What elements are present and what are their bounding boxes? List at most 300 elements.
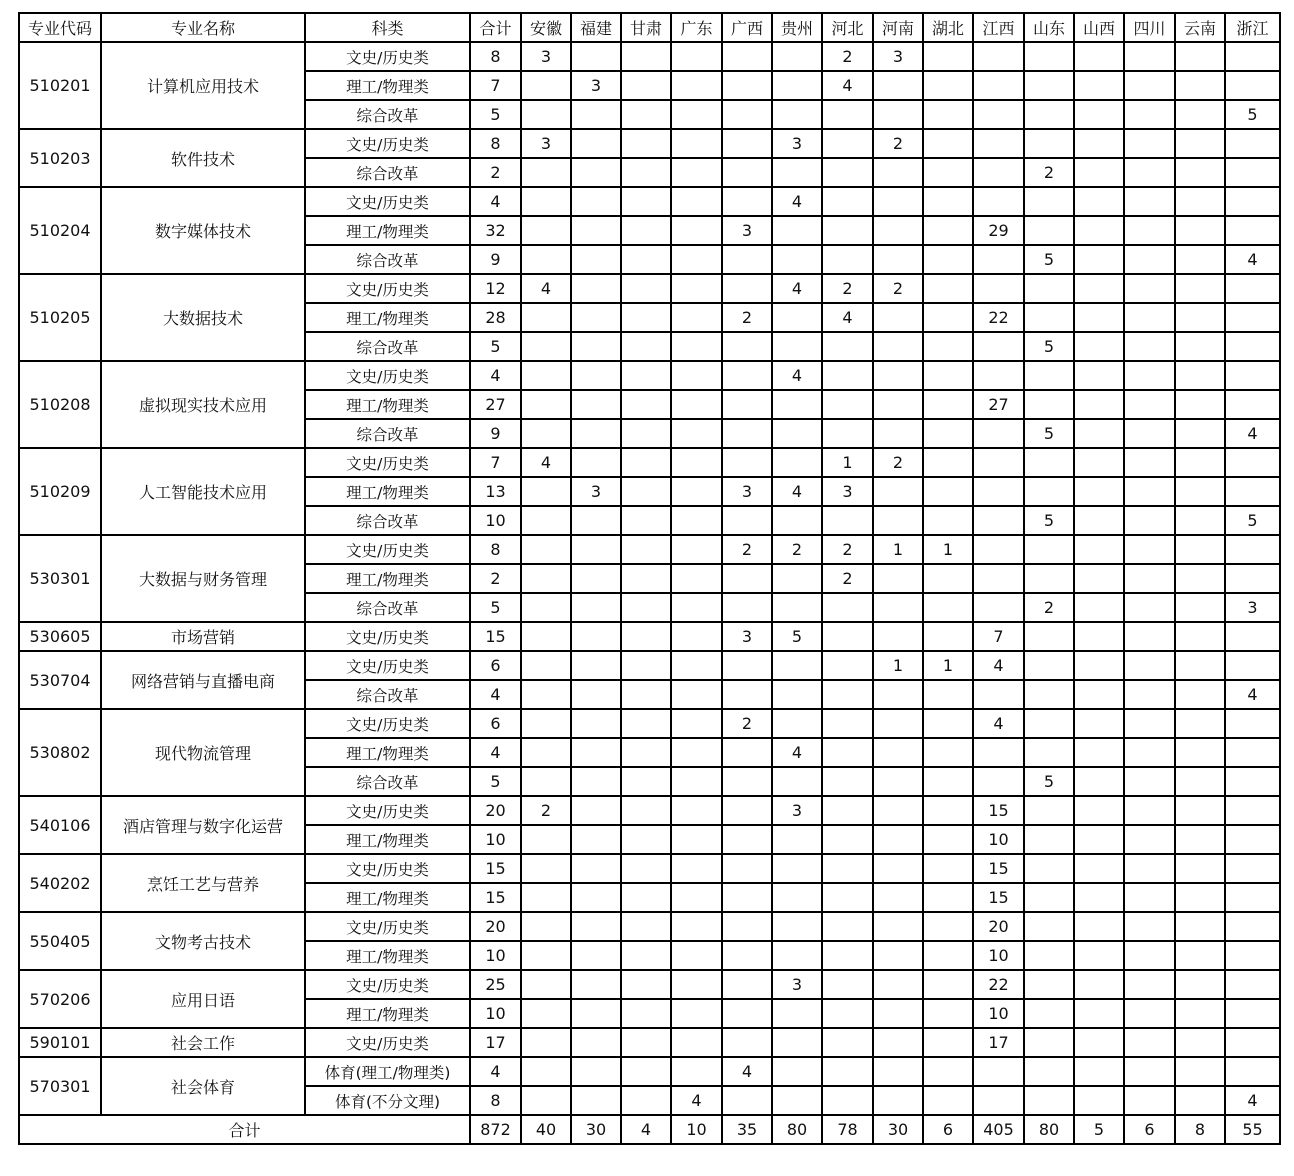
province-quota-cell [1175,100,1225,129]
province-quota-cell [772,1057,822,1086]
province-quota-cell [521,245,571,274]
province-quota-cell [1175,303,1225,332]
province-quota-cell: 2 [722,535,772,564]
province-quota-cell: 3 [571,477,621,506]
row-total: 4 [470,1057,521,1086]
table-row [19,854,1280,883]
province-quota-cell [722,854,772,883]
province-quota-cell [1024,535,1074,564]
province-quota-cell [571,274,621,303]
table-row [19,1057,1280,1086]
province-quota-cell: 2 [521,796,571,825]
province-quota-cell [571,622,621,651]
province-quota-cell [1124,564,1175,593]
province-quota-cell [671,303,722,332]
province-quota-cell [973,767,1024,796]
province-quota-cell [1024,361,1074,390]
province-total-cell: 40 [521,1115,571,1144]
province-quota-cell [1225,709,1280,738]
major-code: 510205 [19,274,101,361]
province-quota-cell [621,216,671,245]
province-quota-cell [1074,100,1124,129]
table-row [19,622,1280,651]
province-quota-cell: 3 [722,216,772,245]
province-quota-cell: 22 [973,303,1024,332]
province-quota-cell [722,1028,772,1057]
province-quota-cell [621,448,671,477]
province-quota-cell [973,1086,1024,1115]
province-quota-cell [521,854,571,883]
province-quota-cell [1074,71,1124,100]
province-quota-cell [923,274,973,303]
province-quota-cell [772,709,822,738]
province-quota-cell [1074,738,1124,767]
province-quota-cell [1074,796,1124,825]
province-quota-cell [822,970,873,999]
province-quota-cell [1074,332,1124,361]
row-total: 7 [470,448,521,477]
province-quota-cell [621,941,671,970]
province-quota-cell [1024,303,1074,332]
row-total: 6 [470,651,521,680]
province-quota-cell [1024,1028,1074,1057]
province-quota-cell [1124,245,1175,274]
row-total: 10 [470,941,521,970]
province-quota-cell [923,941,973,970]
province-quota-cell [873,941,923,970]
province-quota-cell [521,738,571,767]
column-header: 贵州 [772,13,822,42]
province-quota-cell [973,535,1024,564]
row-total: 7 [470,71,521,100]
column-header: 安徽 [521,13,571,42]
province-quota-cell [772,100,822,129]
province-quota-cell: 4 [1225,419,1280,448]
province-quota-cell [1175,419,1225,448]
subject-category: 理工/物理类 [305,825,470,854]
province-total-cell: 4 [621,1115,671,1144]
province-quota-cell [973,448,1024,477]
row-total: 15 [470,854,521,883]
table-row [19,535,1280,564]
major-name: 软件技术 [101,129,305,187]
province-quota-cell: 2 [873,274,923,303]
province-quota-cell [621,883,671,912]
province-quota-cell [1124,303,1175,332]
province-quota-cell [822,1086,873,1115]
province-quota-cell [1225,361,1280,390]
province-quota-cell [923,999,973,1028]
province-quota-cell: 27 [973,390,1024,419]
province-quota-cell [671,477,722,506]
province-total-cell: 80 [772,1115,822,1144]
column-header: 四川 [1124,13,1175,42]
province-quota-cell: 1 [923,535,973,564]
province-quota-cell [923,71,973,100]
province-quota-cell [772,593,822,622]
province-quota-cell [1124,854,1175,883]
province-quota-cell [571,448,621,477]
province-quota-cell [822,680,873,709]
province-quota-cell [722,941,772,970]
major-code: 510204 [19,187,101,274]
province-quota-cell [923,767,973,796]
province-quota-cell [521,564,571,593]
province-quota-cell [671,187,722,216]
province-quota-cell [571,651,621,680]
province-quota-cell [973,506,1024,535]
province-quota-cell: 1 [873,651,923,680]
major-code: 540202 [19,854,101,912]
province-quota-cell [521,622,571,651]
province-quota-cell [521,1057,571,1086]
province-quota-cell [671,216,722,245]
province-quota-cell [621,274,671,303]
province-quota-cell [621,100,671,129]
province-quota-cell [1074,883,1124,912]
province-quota-cell [923,593,973,622]
province-total-cell: 80 [1024,1115,1074,1144]
subject-category: 理工/物理类 [305,390,470,419]
province-quota-cell: 2 [1024,158,1074,187]
row-total: 9 [470,419,521,448]
province-quota-cell [822,419,873,448]
province-quota-cell [722,390,772,419]
province-quota-cell [873,506,923,535]
province-quota-cell [671,535,722,564]
subject-category: 文史/历史类 [305,42,470,71]
province-quota-cell: 2 [822,564,873,593]
province-quota-cell [923,883,973,912]
province-quota-cell [923,100,973,129]
subject-category: 文史/历史类 [305,796,470,825]
subject-category: 理工/物理类 [305,999,470,1028]
major-name: 市场营销 [101,622,305,651]
province-quota-cell [822,912,873,941]
province-quota-cell [1175,854,1225,883]
province-quota-cell [1124,999,1175,1028]
province-quota-cell [521,999,571,1028]
province-quota-cell [1124,738,1175,767]
province-quota-cell [1024,912,1074,941]
province-quota-cell [1124,332,1175,361]
province-quota-cell [1074,129,1124,158]
province-quota-cell [1175,332,1225,361]
province-quota-cell: 5 [1024,506,1074,535]
province-total-cell: 30 [873,1115,923,1144]
province-quota-cell [1225,564,1280,593]
province-quota-cell [772,245,822,274]
row-total: 5 [470,767,521,796]
subject-category: 文史/历史类 [305,651,470,680]
province-quota-cell: 3 [571,71,621,100]
province-quota-cell [1175,680,1225,709]
province-quota-cell [671,100,722,129]
province-quota-cell [1024,941,1074,970]
row-total: 6 [470,709,521,738]
province-quota-cell: 2 [822,42,873,71]
province-quota-cell [1074,390,1124,419]
province-quota-cell [1225,854,1280,883]
province-quota-cell [722,883,772,912]
province-quota-cell [671,709,722,738]
province-quota-cell [722,825,772,854]
province-quota-cell: 4 [772,187,822,216]
column-header: 山东 [1024,13,1074,42]
province-quota-cell [1074,1086,1124,1115]
province-total-cell: 10 [671,1115,722,1144]
province-quota-cell [1175,390,1225,419]
province-quota-cell [571,970,621,999]
province-quota-cell [571,390,621,419]
province-quota-cell [1225,187,1280,216]
province-quota-cell [1124,448,1175,477]
province-quota-cell: 22 [973,970,1024,999]
province-quota-cell [1175,593,1225,622]
subject-category: 文史/历史类 [305,622,470,651]
province-quota-cell [822,506,873,535]
enrollment-plan-table-container [18,12,1281,1145]
table-row [19,1028,1280,1057]
row-total: 5 [470,593,521,622]
province-quota-cell [822,1028,873,1057]
province-quota-cell [822,158,873,187]
province-quota-cell [722,999,772,1028]
province-quota-cell [521,535,571,564]
major-code: 530704 [19,651,101,709]
province-quota-cell [722,361,772,390]
province-quota-cell: 2 [722,303,772,332]
province-quota-cell [822,883,873,912]
province-quota-cell [722,593,772,622]
province-quota-cell [1175,535,1225,564]
province-quota-cell [671,506,722,535]
province-quota-cell [521,651,571,680]
province-quota-cell [1225,158,1280,187]
province-quota-cell [973,100,1024,129]
province-quota-cell [923,245,973,274]
province-quota-cell [1074,448,1124,477]
major-code: 590101 [19,1028,101,1057]
province-quota-cell [923,477,973,506]
province-quota-cell [521,477,571,506]
province-quota-cell [722,158,772,187]
province-quota-cell [772,71,822,100]
province-quota-cell [1074,187,1124,216]
major-code: 570301 [19,1057,101,1115]
province-quota-cell [671,883,722,912]
province-quota-cell: 5 [1024,332,1074,361]
province-quota-cell [923,912,973,941]
province-quota-cell [1225,535,1280,564]
province-quota-cell: 4 [973,651,1024,680]
province-quota-cell [822,767,873,796]
province-quota-cell [571,883,621,912]
province-quota-cell: 4 [671,1086,722,1115]
province-quota-cell [1074,303,1124,332]
subject-category: 综合改革 [305,593,470,622]
province-quota-cell [1225,883,1280,912]
province-quota-cell [621,622,671,651]
province-quota-cell [521,419,571,448]
province-quota-cell [621,42,671,71]
province-quota-cell [1074,216,1124,245]
province-quota-cell [873,187,923,216]
province-quota-cell [973,1057,1024,1086]
province-quota-cell [923,129,973,158]
table-row [19,448,1280,477]
row-total: 8 [470,535,521,564]
province-quota-cell [1024,448,1074,477]
province-quota-cell [571,42,621,71]
province-quota-cell [1175,738,1225,767]
province-quota-cell [521,825,571,854]
province-quota-cell [1175,129,1225,158]
province-quota-cell [671,651,722,680]
province-quota-cell [521,941,571,970]
province-quota-cell: 3 [822,477,873,506]
subject-category: 体育(不分文理) [305,1086,470,1115]
province-quota-cell [873,1057,923,1086]
province-quota-cell: 3 [873,42,923,71]
province-quota-cell [1225,303,1280,332]
column-header: 合计 [470,13,521,42]
province-quota-cell [521,332,571,361]
province-quota-cell [1074,593,1124,622]
row-total: 5 [470,332,521,361]
subject-category: 综合改革 [305,158,470,187]
province-quota-cell [923,419,973,448]
province-quota-cell [1175,1057,1225,1086]
province-quota-cell: 4 [772,477,822,506]
province-quota-cell [873,1086,923,1115]
province-quota-cell [1024,477,1074,506]
province-quota-cell [923,361,973,390]
province-quota-cell [521,709,571,738]
row-total: 8 [470,42,521,71]
province-quota-cell [722,651,772,680]
province-quota-cell [1124,1057,1175,1086]
province-quota-cell: 2 [722,709,772,738]
province-quota-cell [822,941,873,970]
province-quota-cell [873,158,923,187]
province-quota-cell [873,419,923,448]
province-quota-cell [671,564,722,593]
major-name: 应用日语 [101,970,305,1028]
province-quota-cell [973,738,1024,767]
province-quota-cell [671,738,722,767]
province-quota-cell [873,854,923,883]
province-quota-cell [1074,767,1124,796]
major-code: 510201 [19,42,101,129]
province-quota-cell [621,970,671,999]
major-name: 人工智能技术应用 [101,448,305,535]
province-quota-cell [973,564,1024,593]
province-quota-cell [1024,42,1074,71]
province-quota-cell [1225,825,1280,854]
province-quota-cell [1175,448,1225,477]
province-quota-cell [571,535,621,564]
column-header: 云南 [1175,13,1225,42]
province-quota-cell [772,419,822,448]
province-quota-cell: 10 [973,825,1024,854]
province-quota-cell [521,593,571,622]
province-quota-cell [1074,999,1124,1028]
row-total: 28 [470,303,521,332]
province-quota-cell [923,1028,973,1057]
row-total: 9 [470,245,521,274]
province-total-cell: 35 [722,1115,772,1144]
province-quota-cell [822,999,873,1028]
province-quota-cell [1024,1057,1074,1086]
province-quota-cell [521,100,571,129]
province-quota-cell [671,941,722,970]
province-quota-cell [1175,187,1225,216]
province-quota-cell [722,970,772,999]
province-quota-cell: 4 [1225,1086,1280,1115]
row-total: 10 [470,506,521,535]
row-total: 4 [470,680,521,709]
major-code: 570206 [19,970,101,1028]
province-quota-cell [873,709,923,738]
province-quota-cell [873,303,923,332]
province-quota-cell [1225,71,1280,100]
column-header: 科类 [305,13,470,42]
column-header: 浙江 [1225,13,1280,42]
province-quota-cell [1124,796,1175,825]
province-quota-cell [571,941,621,970]
province-quota-cell [1225,796,1280,825]
province-quota-cell [1074,477,1124,506]
province-quota-cell [923,390,973,419]
province-quota-cell [1175,709,1225,738]
province-quota-cell [822,738,873,767]
province-quota-cell: 4 [1225,680,1280,709]
province-quota-cell [1225,970,1280,999]
province-quota-cell: 4 [772,274,822,303]
row-total: 15 [470,622,521,651]
province-quota-cell [671,361,722,390]
column-header: 甘肃 [621,13,671,42]
province-quota-cell [621,390,671,419]
subject-category: 理工/物理类 [305,71,470,100]
row-total: 27 [470,390,521,419]
province-quota-cell [822,216,873,245]
province-quota-cell [923,738,973,767]
province-quota-cell [1024,564,1074,593]
province-quota-cell [571,303,621,332]
table-row [19,709,1280,738]
province-quota-cell [722,564,772,593]
province-quota-cell [1175,216,1225,245]
province-total-cell: 6 [923,1115,973,1144]
province-quota-cell [671,680,722,709]
province-quota-cell [621,361,671,390]
province-quota-cell [571,129,621,158]
province-quota-cell [571,361,621,390]
province-quota-cell [1175,941,1225,970]
province-quota-cell [822,390,873,419]
province-quota-cell [1074,622,1124,651]
province-quota-cell [772,883,822,912]
major-name: 酒店管理与数字化运营 [101,796,305,854]
province-quota-cell [873,883,923,912]
subject-category: 综合改革 [305,332,470,361]
province-quota-cell [822,245,873,274]
province-quota-cell [1074,854,1124,883]
province-quota-cell [1024,274,1074,303]
province-quota-cell [571,332,621,361]
